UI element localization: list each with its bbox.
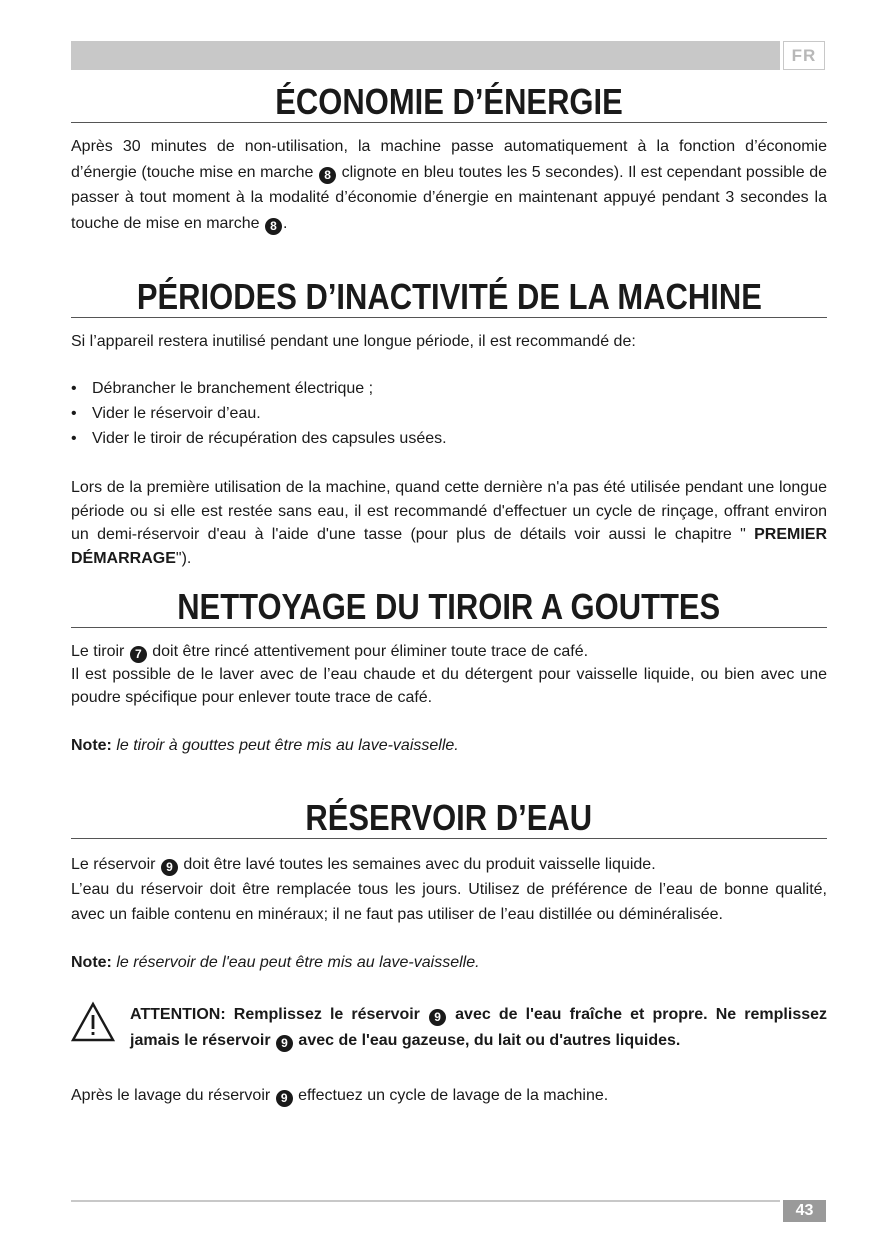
- header-bar: [71, 41, 780, 70]
- drip-line-1: Le tiroir 7 doit être rincé attentivement pour éliminer toute trace de café.: [71, 643, 589, 661]
- page-number: 43: [783, 1200, 826, 1222]
- section-title-water-tank: RÉSERVOIR D’EAU: [71, 798, 827, 839]
- ref-badge-9: 9: [161, 859, 178, 876]
- inactivity-paragraph: Lors de la première utilisation de la machine, quand cette dernière n'a pas été utilisée pendant une longue période ou si elle est restée sans eau, il est recommandé d'effectuer un cycle de rinçage, offrant environ un demi-réservoir d'eau à l'aide d'une tasse (pour plus de détails voir aussi le chapitre " PREMIER DÉMARRAGE").: [71, 479, 827, 567]
- ref-badge-9: 9: [276, 1090, 293, 1107]
- ref-badge-8: 8: [319, 167, 336, 184]
- drip-line-2: Il est possible de le laver avec de l’eau chaude et du détergent pour vaisselle liquide, ou bien avec une poudre spécifique pour enlever toute trace de café.: [71, 666, 827, 706]
- language-badge: FR: [783, 41, 825, 70]
- ref-badge-8: 8: [265, 218, 282, 235]
- drip-note: Note: le tiroir à gouttes peut être mis au lave-vaisselle.: [71, 737, 459, 754]
- tank-paragraph: [71, 852, 827, 927]
- energy-paragraph: Après 30 minutes de non-utilisation, la machine passe automatiquement à la fonction d’économie d’énergie (touche mise en marche 8 clignote en bleu toutes les 5 secondes). Il est cependant possible de passer à tout moment à la modalité d’économie d’énergie en maintenant appuyé pendant 3 secondes la touche de mise en marche 8 .: [71, 138, 827, 233]
- warning-message: ATTENTION: Remplissez le réservoir 9 avec de l'eau fraîche et propre. Ne remplissez jamais le réservoir 9 avec de l'eau gazeuse, du lait ou d'autres liquides.: [130, 1006, 828, 1050]
- ref-badge-9: 9: [276, 1035, 293, 1052]
- after-wash-paragraph: Après le lavage du réservoir 9 effectuez un cycle de lavage de la machine.: [71, 1087, 609, 1105]
- list-item: • Vider le tiroir de récupération des capsules usées.: [71, 430, 447, 447]
- list-item: • Vider le réservoir d’eau.: [71, 405, 261, 422]
- tank-line-2: L’eau du réservoir doit être remplacée tous les jours. Utilisez de préférence de l’eau de bonne qualité, avec un faible contenu en minéraux; il ne faut pas utiliser de l’eau distillée ou déminéralisée.: [71, 881, 827, 923]
- inactivity-intro: Si l’appareil restera inutilisé pendant une longue période, il est recommandé de:: [71, 333, 636, 350]
- ref-badge-9: 9: [429, 1009, 446, 1026]
- section-title-inactivity: PÉRIODES D’INACTIVITÉ DE LA MACHINE: [71, 277, 827, 318]
- footer-line: [71, 1200, 780, 1202]
- ref-badge-7: 7: [130, 646, 147, 663]
- section-title-energy: ÉCONOMIE D’ÉNERGIE: [71, 82, 827, 123]
- tank-line-1: Le réservoir 9 doit être lavé toutes les semaines avec du produit vaisselle liquide.: [71, 856, 656, 874]
- tank-note: Note: le réservoir de l'eau peut être mis au lave-vaisselle.: [71, 954, 480, 971]
- warning-triangle-icon: [71, 1001, 115, 1043]
- drip-paragraph: [71, 640, 827, 709]
- inactivity-bullet-list: [71, 376, 827, 451]
- list-item: • Débrancher le branchement électrique ;: [71, 380, 374, 397]
- section-title-drip-tray: NETTOYAGE DU TIROIR A GOUTTES: [71, 587, 827, 628]
